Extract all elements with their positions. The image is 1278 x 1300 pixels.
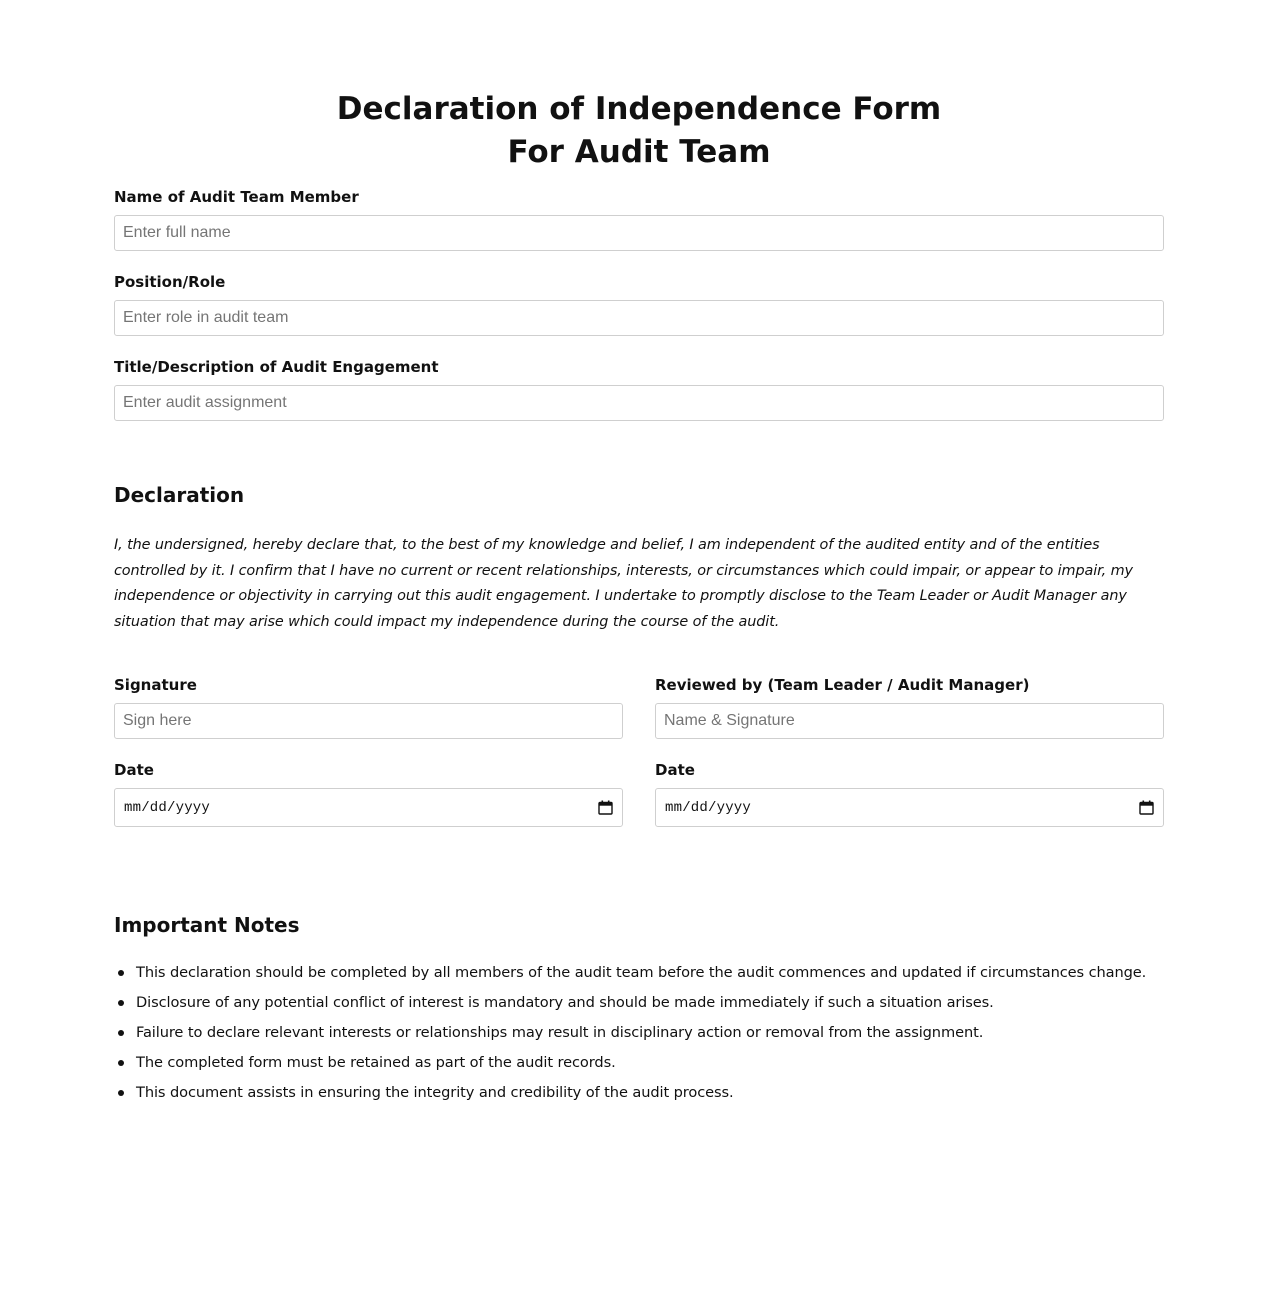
list-item xyxy=(114,1022,1174,1052)
note-text: This document assists in ensuring the integrity and credibility of the audit process. xyxy=(136,1084,734,1101)
notes-heading: Important Notes xyxy=(114,913,300,937)
member-name-input[interactable] xyxy=(114,215,1164,251)
list-item xyxy=(114,962,1174,992)
page-title-line2: For Audit Team xyxy=(507,134,771,170)
engagement-input[interactable] xyxy=(114,385,1164,421)
position-role-input[interactable] xyxy=(114,300,1164,336)
list-item xyxy=(114,1082,1174,1112)
date-left-input[interactable] xyxy=(114,788,623,827)
calendar-icon[interactable] xyxy=(598,800,613,815)
declaration-heading: Declaration xyxy=(114,483,245,507)
position-role-placeholder: Enter role in audit team xyxy=(123,309,289,326)
bullet-icon xyxy=(118,1060,124,1066)
member-name-placeholder: Enter full name xyxy=(123,224,231,241)
reviewer-placeholder: Name & Signature xyxy=(664,712,795,729)
bullet-icon xyxy=(118,1000,124,1006)
declaration-text: I, the undersigned, hereby declare that, to the best of my knowledge and belief, I am independent of the audited entity and of the entities controlled by it. I confirm that I have no current or recent relationships, interests, or circumstances which could impair, or appear to impair, my independence or objectivity in carrying out this audit engagement. I undertake to promptly disclose to the Team Leader or Audit Manager any situation that may arise which could impact my independence during the course of the audit. xyxy=(114,537,1133,630)
date-left-value: mm/dd/yyyy xyxy=(124,799,211,816)
position-role-label: Position/Role xyxy=(114,273,226,291)
list-item xyxy=(114,1052,1174,1082)
date-right-value: mm/dd/yyyy xyxy=(665,799,752,816)
list-item xyxy=(114,992,1174,1022)
reviewer-label: Reviewed by (Team Leader / Audit Manager) xyxy=(655,676,1030,694)
note-text: The completed form must be retained as part of the audit records. xyxy=(136,1054,616,1071)
engagement-label: Title/Description of Audit Engagement xyxy=(114,358,439,376)
bullet-icon xyxy=(118,970,124,976)
page-title xyxy=(0,88,1278,174)
reviewer-input[interactable] xyxy=(655,703,1164,739)
date-right-label: Date xyxy=(655,761,695,779)
member-name-label: Name of Audit Team Member xyxy=(114,188,359,206)
signature-input[interactable] xyxy=(114,703,623,739)
date-right-input[interactable] xyxy=(655,788,1164,827)
notes-list xyxy=(114,962,1174,1112)
date-left-label: Date xyxy=(114,761,154,779)
note-text: This declaration should be completed by all members of the audit team before the audit commences and updated if circumstances change. xyxy=(136,964,1147,981)
note-text: Failure to declare relevant interests or relationships may result in disciplinary action or removal from the assignment. xyxy=(136,1024,984,1041)
bullet-icon xyxy=(118,1090,124,1096)
signature-label: Signature xyxy=(114,676,197,694)
page-title-line1: Declaration of Independence Form xyxy=(336,91,942,127)
signature-placeholder: Sign here xyxy=(123,712,192,729)
engagement-placeholder: Enter audit assignment xyxy=(123,394,287,411)
note-text: Disclosure of any potential conflict of interest is mandatory and should be made immediately if such a situation arises. xyxy=(136,994,994,1011)
bullet-icon xyxy=(118,1030,124,1036)
calendar-icon[interactable] xyxy=(1139,800,1154,815)
